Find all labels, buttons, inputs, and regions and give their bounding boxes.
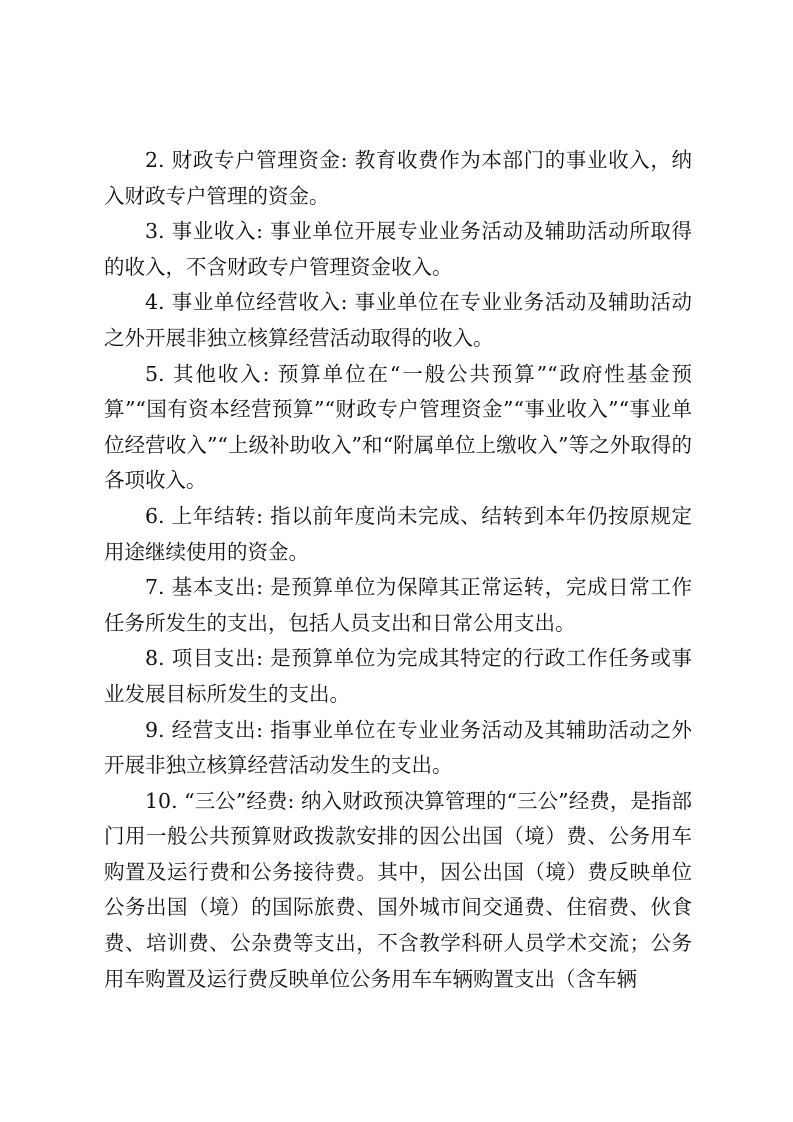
document-body [104,143,692,997]
paragraph-item-8: 8. 项目支出: 是预算单位为完成其特定的行政工作任务或事业发展目标所发生的支出。 [104,646,692,706]
paragraph-item-6: 6. 上年结转: 指以前年度尚未完成、结转到本年仍按原规定用途继续使用的资金。 [104,503,692,564]
paragraph-item-2: 2. 财政专户管理资金: 教育收费作为本部门的事业收入，纳入财政专户管理的资金。 [104,148,692,208]
paragraph-item-3: 3. 事业收入: 事业单位开展专业业务活动及辅助活动所取得的收入，不含财政专户管理资金收入。 [104,219,692,279]
paragraph-item-9: 9. 经营支出: 指事业单位在专业业务活动及其辅助活动之外开展非独立核算经营活动发生的支出。 [104,717,692,778]
paragraph-item-7: 7. 基本支出: 是预算单位为保障其正常运转，完成日常工作任务所发生的支出，包括人员支出和日常公用支出。 [104,575,692,635]
paragraph-item-10: 10. “三公”经费: 纳入财政预决算管理的“三公”经费，是指部门用一般公共预算财政拨款安排的因公出国（境）费、公务用车购置及运行费和公务接待费。其中，因公出国（境）费反映单位公务出国（境）的国际旅费、国外城市间交通费、住宿费、伙食费、培训费、公杂费等支出，不含教学科研人员学术交流；公务用车购置及运行费反映单位公务用车车辆购置支出（含车辆 [104,788,692,991]
paragraph-item-5: 5. 其他收入: 预算单位在“一般公共预算”“政府性基金预算”“国有资本经营预算”“财政专户管理资金”“事业收入”“事业单位经营收入”“上级补助收入”和“附属单位上缴收入”等之外取得的各项收入。 [104,361,692,493]
paragraph-item-4: 4. 事业单位经营收入: 事业单位在专业业务活动及辅助活动之外开展非独立核算经营活动取得的收入。 [104,290,692,350]
